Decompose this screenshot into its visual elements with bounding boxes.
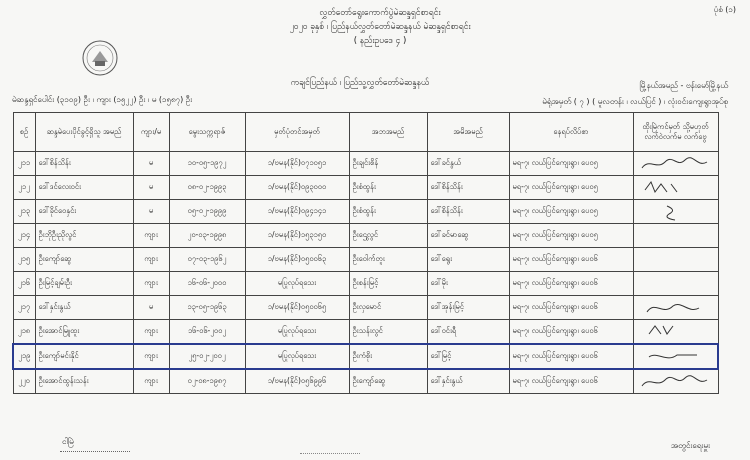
- voter-counts: မဲဆန္ဒရှင်ပေါင်း (၃၁၀၉) ဦး ၊ ကျား (၁၅၂၂) ဦး ၊ မ (၁၅၈၇) ဦး: [12, 95, 193, 104]
- row-no: ၂၁၉: [13, 344, 35, 369]
- father-name: ဦးစန်းမြင့်: [349, 272, 427, 296]
- voter-address: မရ-၇၊ လယ်ပြင်ကျေးရွာ၊ ပေ၀၆: [509, 369, 633, 394]
- voter-sex: ကျား: [133, 248, 169, 272]
- voter-nrc: မပြုလုပ်ရသေး: [245, 272, 349, 296]
- voter-dob: ၂၅-၀၂-၂၀၀၂: [169, 344, 245, 369]
- voter-dob: ၁၀-၀၅-၁၉၇၂: [169, 152, 245, 176]
- father-name: ဦးဝေါက်တူး: [349, 248, 427, 272]
- mother-name: ဒေါ်ဝင်းရီ: [427, 320, 509, 345]
- handwritten-signature-icon: [637, 322, 713, 342]
- father-name: ဦးလှမောင်: [349, 296, 427, 320]
- mother-name: ဒေါ်မိုး: [427, 272, 509, 296]
- voter-address: မရ-၇၊ လယ်ပြင်ကျေးရွာ၊ ပေ၀၆: [509, 344, 633, 369]
- voter-nrc: ၁/ဗမန(နိုင်)၀၉၃၀၀၀: [245, 176, 349, 200]
- voter-name: ဦးအောင်မြူထူး: [35, 320, 133, 345]
- mother-name: ဒေါ်စိန်သိန်း: [427, 176, 509, 200]
- father-name: ဦးချင်းစိန်: [349, 152, 427, 176]
- voter-nrc: ၁/ဗမန(နိုင်)၀၇၁၀၅၁: [245, 152, 349, 176]
- voter-name: ဦးကျော်ဆွေ: [35, 248, 133, 272]
- voter-address: မရ-၇၊ လယ်ပြင်ကျေးရွာ၊ ပေ၀၅: [509, 152, 633, 176]
- handwritten-signature-icon: [637, 372, 713, 392]
- father-name: ဦးစံထွန်း: [349, 176, 427, 200]
- table-header-row: [13, 113, 718, 152]
- voter-sex: ကျား: [133, 272, 169, 296]
- voter-nrc: ၁/ဗမန(နိုင်)၀၅၀၀၆၅: [245, 296, 349, 320]
- voter-sex: ကျား: [133, 344, 169, 369]
- fingerprint-signature-cell: [633, 176, 718, 200]
- voter-dob: ၀၈-၀၂-၁၉၉၃: [169, 176, 245, 200]
- col-header-signature: ထိုးမြဲကင်မှတ် သို့မဟုတ် လက်ဝဲလက်မ လက်ဗွေ: [633, 113, 718, 152]
- footer-right-label: အတွင်းရေးမှူး: [670, 441, 710, 450]
- mother-name: ဒေါ်ခင်မာဆွေ: [427, 224, 509, 248]
- col-header-nrc: မှတ်ပုံတင်အမှတ်: [245, 113, 349, 152]
- table-row: [13, 344, 718, 369]
- table-row: [13, 296, 718, 320]
- table-row: [13, 224, 718, 248]
- table-row: [13, 176, 718, 200]
- header-line-4: ကချင်ပြည်နယ် ၊ ပြည်သူ့လွှတ်တော်မဲဆန္ဒနယ်: [290, 78, 430, 88]
- table-row: [13, 272, 718, 296]
- handwritten-signature-icon: [637, 298, 713, 318]
- voter-nrc: ၁/ဗမန(နိုင်)၀၅၀၀၆၃: [245, 248, 349, 272]
- row-no: ၂၁၆: [13, 272, 35, 296]
- voter-sex: မ: [133, 296, 169, 320]
- voter-sex: ကျား: [133, 369, 169, 394]
- table-row: [13, 200, 718, 224]
- mother-name: ဒေါ်ရွေး: [427, 248, 509, 272]
- col-header-sex: ကျား/မ: [133, 113, 169, 152]
- table-row: [13, 248, 718, 272]
- voter-name: ဦးမြင့်ချမ်းဦး: [35, 272, 133, 296]
- row-no: ၂၁၇: [13, 296, 35, 320]
- voter-name: ဒေါ်ခိုင်ဝေနှင်း: [35, 200, 133, 224]
- polling-station: မဲရုံအမှတ် ( ၇ ) ( မူလတန်း ၊ လယ်ပြင် ) ၊ လုံးဝင်းကျေးရွာအုပ်စု: [542, 97, 728, 106]
- voter-nrc: မပြုလုပ်ရသေး: [245, 320, 349, 345]
- handwritten-signature-icon: [637, 178, 713, 198]
- header-line-1: လွှတ်တော်ရွေးကောက်ပွဲမဲဆန္ဒရှင်စာရင်း: [319, 8, 441, 18]
- voter-name: ဒေါ်နှင်းနွယ်: [35, 296, 133, 320]
- father-name: ဦးသန်းလွင်: [349, 320, 427, 345]
- voter-dob: ၁၆-၀၆-၂၀၀၂: [169, 320, 245, 345]
- mother-name: ဒေါ်ခင်နွယ်: [427, 152, 509, 176]
- father-name: ဦးကျော်ဆွေ: [349, 369, 427, 394]
- voter-dob: ၂၀-၀၃-၁၉၉၈: [169, 224, 245, 248]
- table-row: [13, 152, 718, 176]
- fingerprint-signature-cell: [633, 344, 718, 369]
- voter-name: ဦးဘိုဦးညိုလွင်: [35, 224, 133, 248]
- fingerprint-signature-cell: [633, 369, 718, 394]
- election-commission-seal-icon: [82, 40, 118, 76]
- voter-name: ဒေါ်စိန်သိန်း: [35, 152, 133, 176]
- fingerprint-signature-cell: [633, 152, 718, 176]
- voter-sex: မ: [133, 176, 169, 200]
- voter-dob: ၀၇-၀၃-၁၉၆၂: [169, 248, 245, 272]
- father-name: ဦးကံစိုး: [349, 344, 427, 369]
- voter-name: ဦးအောင်ထွန်းသန်း: [35, 369, 133, 394]
- voter-address: မရ-၇၊ လယ်ပြင်ကျေးရွာ၊ ပေ၀၆: [509, 248, 633, 272]
- mother-name: ဒေါ်နှင်းနွယ်: [427, 369, 509, 394]
- table-row: [13, 320, 718, 345]
- col-header-father: အဘအမည်: [349, 113, 427, 152]
- fingerprint-signature-cell: [633, 224, 718, 248]
- header-line-2: ၂၀၂၀ ခုနှစ် ၊ ပြည်နယ်လွှတ်တော်မဲဆန္ဒနယ် မဲဆန္ဒရှင်စာရင်း: [289, 22, 471, 32]
- voter-address: မရ-၇၊ လယ်ပြင်ကျေးရွာ၊ ပေ၀၆: [509, 296, 633, 320]
- voter-nrc: ၁/ဗမန(နိုင်)၀၅၆၉၉၆: [245, 369, 349, 394]
- fingerprint-signature-cell: [633, 200, 718, 224]
- form-number: ပုံစံ (၁): [713, 5, 736, 14]
- voter-sex: ကျား: [133, 224, 169, 248]
- voter-nrc: မပြုလုပ်ရသေး: [245, 344, 349, 369]
- handwritten-signature-icon: [637, 202, 713, 222]
- voter-sex: မ: [133, 200, 169, 224]
- table-row: [13, 369, 718, 394]
- footer-left-signature: ငါမြဲ: [62, 437, 74, 446]
- father-name: ဦးစံထွန်း: [349, 200, 427, 224]
- father-name: ဦးဌွေလွင်: [349, 224, 427, 248]
- voter-nrc: ၁/ဗမန(နိုင်)၁၅၃၁၅၀: [245, 224, 349, 248]
- voter-name: ဒေါ်ဒင်လေးဝင်း: [35, 176, 133, 200]
- footer-divider: [60, 451, 130, 452]
- voter-sex: ကျား: [133, 320, 169, 345]
- fingerprint-signature-cell: [633, 320, 718, 345]
- mother-name: ဒေါ်အုန်းမြင့်: [427, 296, 509, 320]
- voter-address: မရ-၇၊ လယ်ပြင်ကျေးရွာ၊ ပေ၀၆: [509, 320, 633, 345]
- fingerprint-signature-cell: [633, 248, 718, 272]
- row-no: ၂၁၄: [13, 224, 35, 248]
- footer-divider-2: [300, 453, 360, 454]
- voter-dob: ၁၃-၀၅-၁၉၆၃: [169, 296, 245, 320]
- fingerprint-signature-cell: [633, 296, 718, 320]
- voter-address: မရ-၇၊ လယ်ပြင်ကျေးရွာ၊ ပေ၀၅: [509, 224, 633, 248]
- voter-sex: မ: [133, 152, 169, 176]
- voter-table: [12, 112, 719, 394]
- voter-dob: ၀၂-၀၈-၁၉၈၇: [169, 369, 245, 394]
- voter-name: ဦးကျော်မင်းနိုင်: [35, 344, 133, 369]
- row-no: ၂၁၁: [13, 152, 35, 176]
- row-no: ၂၂၀: [13, 369, 35, 394]
- col-header-address: နေရပ်လိပ်စာ: [509, 113, 633, 152]
- row-no: ၂၁၃: [13, 200, 35, 224]
- header-line-3: ( နည်းဥပဒေ ၄ ): [353, 36, 407, 46]
- handwritten-signature-icon: [637, 154, 713, 174]
- col-header-dob: မွေးသက္ကရာဇ်: [169, 113, 245, 152]
- voter-address: မရ-၇၊ လယ်ပြင်ကျေးရွာ၊ ပေ၀၅: [509, 200, 633, 224]
- voter-dob: ၀၅-၀၂-၁၉၉၉: [169, 200, 245, 224]
- handwritten-signature-icon: [637, 347, 713, 367]
- col-header-mother: အမိအမည်: [427, 113, 509, 152]
- voter-address: မရ-၇၊ လယ်ပြင်ကျေးရွာ၊ ပေ၀၆: [509, 272, 633, 296]
- township-name: မြို့နယ်အမည် - ဗန်းမော်မြို့နယ်: [639, 81, 728, 90]
- row-no: ၂၁၈: [13, 320, 35, 345]
- row-no: ၂၁၅: [13, 248, 35, 272]
- mother-name: ဒေါ်စိန်သိန်း: [427, 200, 509, 224]
- fingerprint-signature-cell: [633, 272, 718, 296]
- col-header-name: ဆန္ဒမဲပေးပိုင်ခွင့်ရှိသူ အမည်: [35, 113, 133, 152]
- voter-nrc: ၁/ဗမန(နိုင်)၀၉၄၁၄၁: [245, 200, 349, 224]
- voter-address: မရ-၇၊ လယ်ပြင်ကျေးရွာ၊ ပေ၀၅: [509, 176, 633, 200]
- mother-name: ဒေါ်မြင့်: [427, 344, 509, 369]
- voter-dob: ၁၆-၀၆-၂၀၀၀: [169, 272, 245, 296]
- row-no: ၂၁၂: [13, 176, 35, 200]
- col-header-no: စဉ်: [13, 113, 35, 152]
